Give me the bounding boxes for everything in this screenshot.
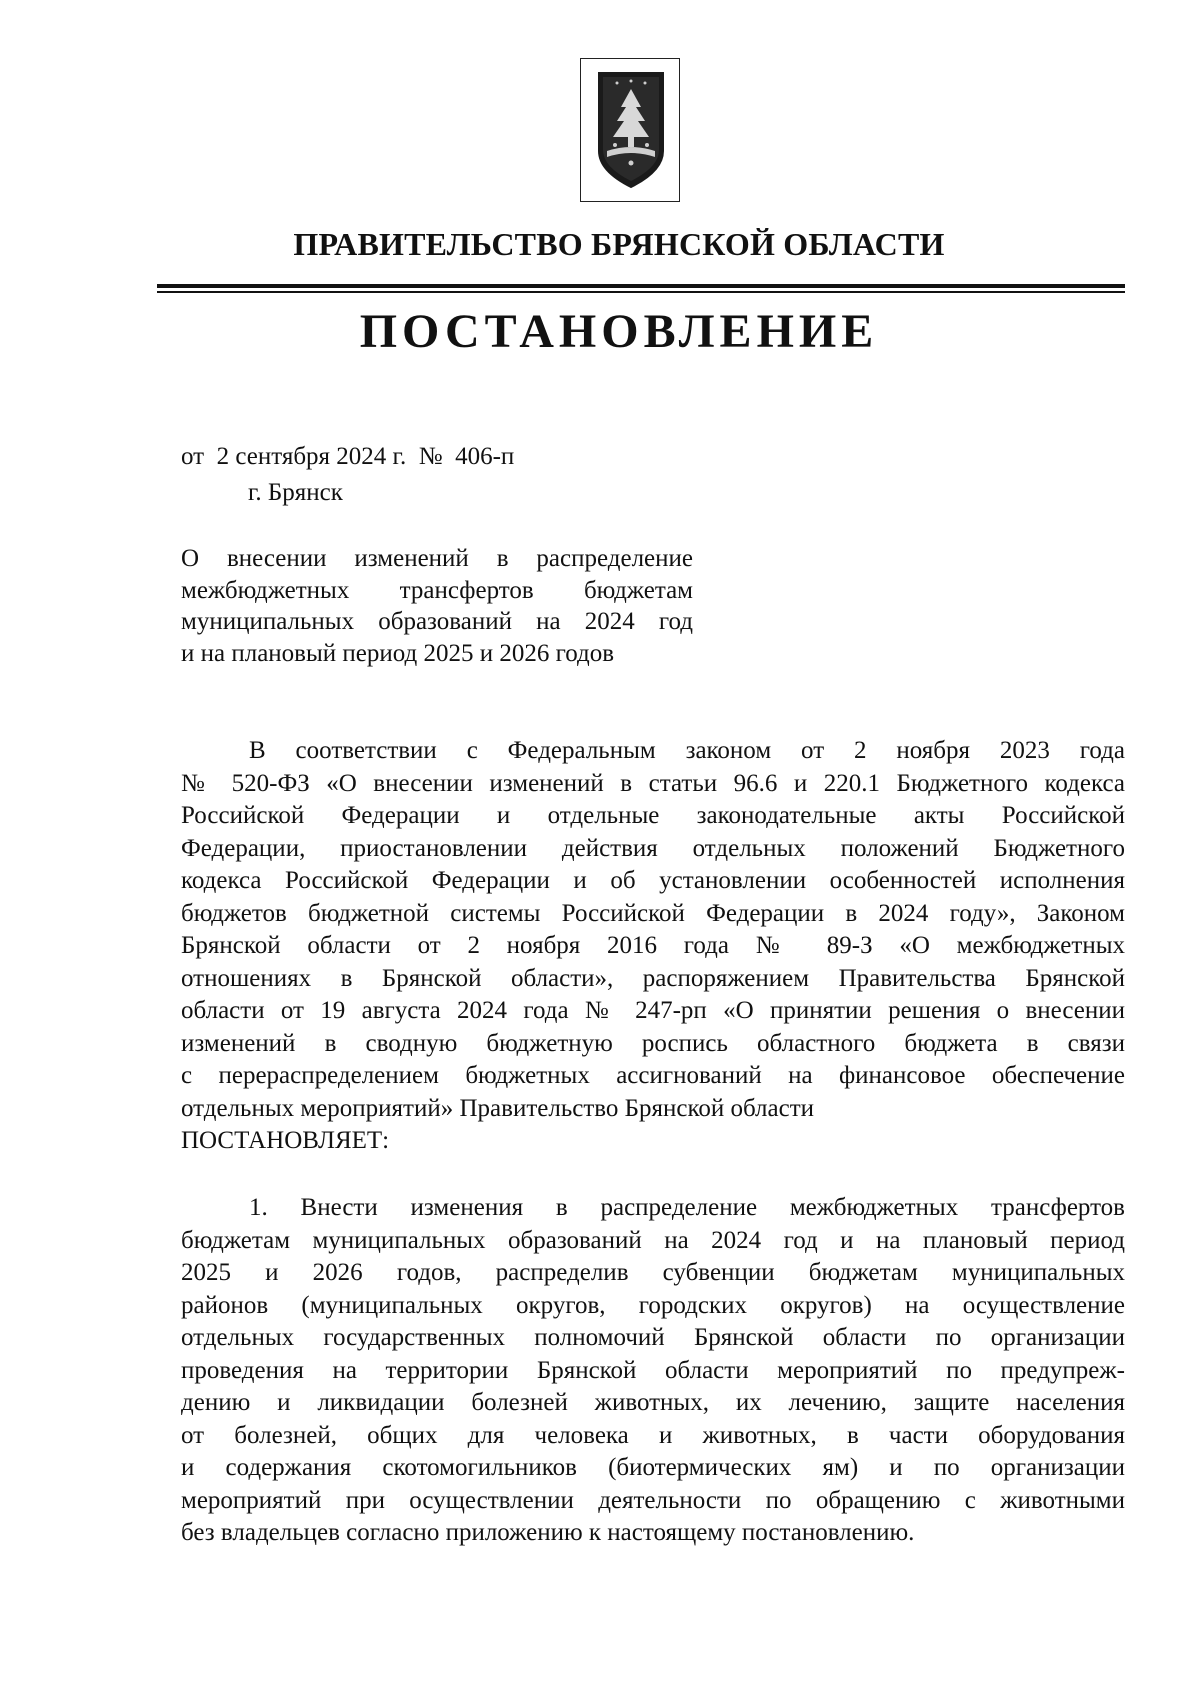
preamble-line: отношениях в Брянской области», распоряжением Правительства Брянской	[181, 964, 1125, 992]
point-1-line: и содержания скотомогильников (биотермических ям) и по организации	[181, 1454, 1125, 1481]
subject-line: О внесении изменений в распределение	[181, 545, 693, 572]
subject-line: и на плановый период 2025 и 2026 годов	[181, 639, 615, 667]
resolves-keyword: ПОСТАНОВЛЯЕТ:	[181, 1127, 390, 1154]
point-1-line: отдельных государственных полномочий Брянской области по организации	[181, 1324, 1125, 1351]
point-1-line: от болезней, общих для человека и животных, в части оборудования	[181, 1421, 1125, 1449]
point-1-line: дению и ликвидации болезней животных, их лечению, защите населения	[181, 1389, 1125, 1416]
preamble-line: № 520-ФЗ «О внесении изменений в статьи 96.6 и 220.1 Бюджетного кодекса	[181, 769, 1125, 797]
coat-of-arms-icon	[581, 59, 681, 203]
preamble-line: кодекса Российской Федерации и об установлении особенностей исполнения	[181, 867, 1125, 894]
preamble-paragraph	[181, 735, 1125, 1158]
document-type-title: ПОСТАНОВЛЕНИЕ	[359, 305, 879, 358]
preamble-line: отдельных мероприятий» Правительство Брянской области	[181, 1094, 815, 1122]
point-1-line: бюджетам муниципальных образований на 2024 год и на плановый период	[181, 1226, 1125, 1254]
preamble-line: бюджетов бюджетной системы Российской Федерации в 2024 году», Законом	[181, 899, 1125, 927]
point-1-line: 2025 и 2026 годов, распределив субвенции бюджетам муниципальных	[181, 1259, 1125, 1286]
government-title: ПРАВИТЕЛЬСТВО БРЯНСКОЙ ОБЛАСТИ	[293, 226, 945, 262]
coat-of-arms-emblem	[580, 58, 680, 202]
point-1-line: 1. Внести изменения в распределение межбюджетных трансфертов	[249, 1194, 1125, 1221]
header-divider-thin	[157, 291, 1125, 293]
point-1-line: районов (муниципальных округов, городских округов) на осуществление	[181, 1291, 1125, 1319]
subject-line: межбюджетных трансфертов бюджетам	[181, 576, 693, 604]
point-1-line: мероприятий при осуществлении деятельности по обращению с животными	[181, 1486, 1125, 1514]
preamble-line: Российской Федерации и отдельные законодательные акты Российской	[181, 802, 1125, 829]
point-1-paragraph	[181, 1192, 1125, 1550]
subject-line: муниципальных образований на 2024 год	[181, 608, 693, 635]
preamble-line: с перераспределением бюджетных ассигнований на финансовое обеспечение	[181, 1062, 1125, 1089]
preamble-line: Федерации, приостановлении действия отдельных положений Бюджетного	[181, 834, 1125, 862]
preamble-line: В соответствии с Федеральным законом от 2 ноября 2023 года	[249, 737, 1125, 764]
preamble-line: Брянской области от 2 ноября 2016 года № 89-З «О межбюджетных	[181, 932, 1125, 959]
point-1-line: проведения на территории Брянской области мероприятий по предупреж-	[181, 1356, 1125, 1384]
document-city: г. Брянск	[248, 479, 343, 506]
document-subject	[181, 543, 693, 669]
preamble-line: изменений в сводную бюджетную роспись областного бюджета в связи	[181, 1029, 1125, 1057]
point-1-line: без владельцев согласно приложению к настоящему постановлению.	[181, 1519, 915, 1546]
document-date-number: от 2 сентября 2024 г. № 406-п	[181, 443, 515, 470]
header-divider-thick	[157, 284, 1125, 288]
preamble-line: области от 19 августа 2024 года № 247-рп «О принятии решения о внесении	[181, 997, 1125, 1024]
